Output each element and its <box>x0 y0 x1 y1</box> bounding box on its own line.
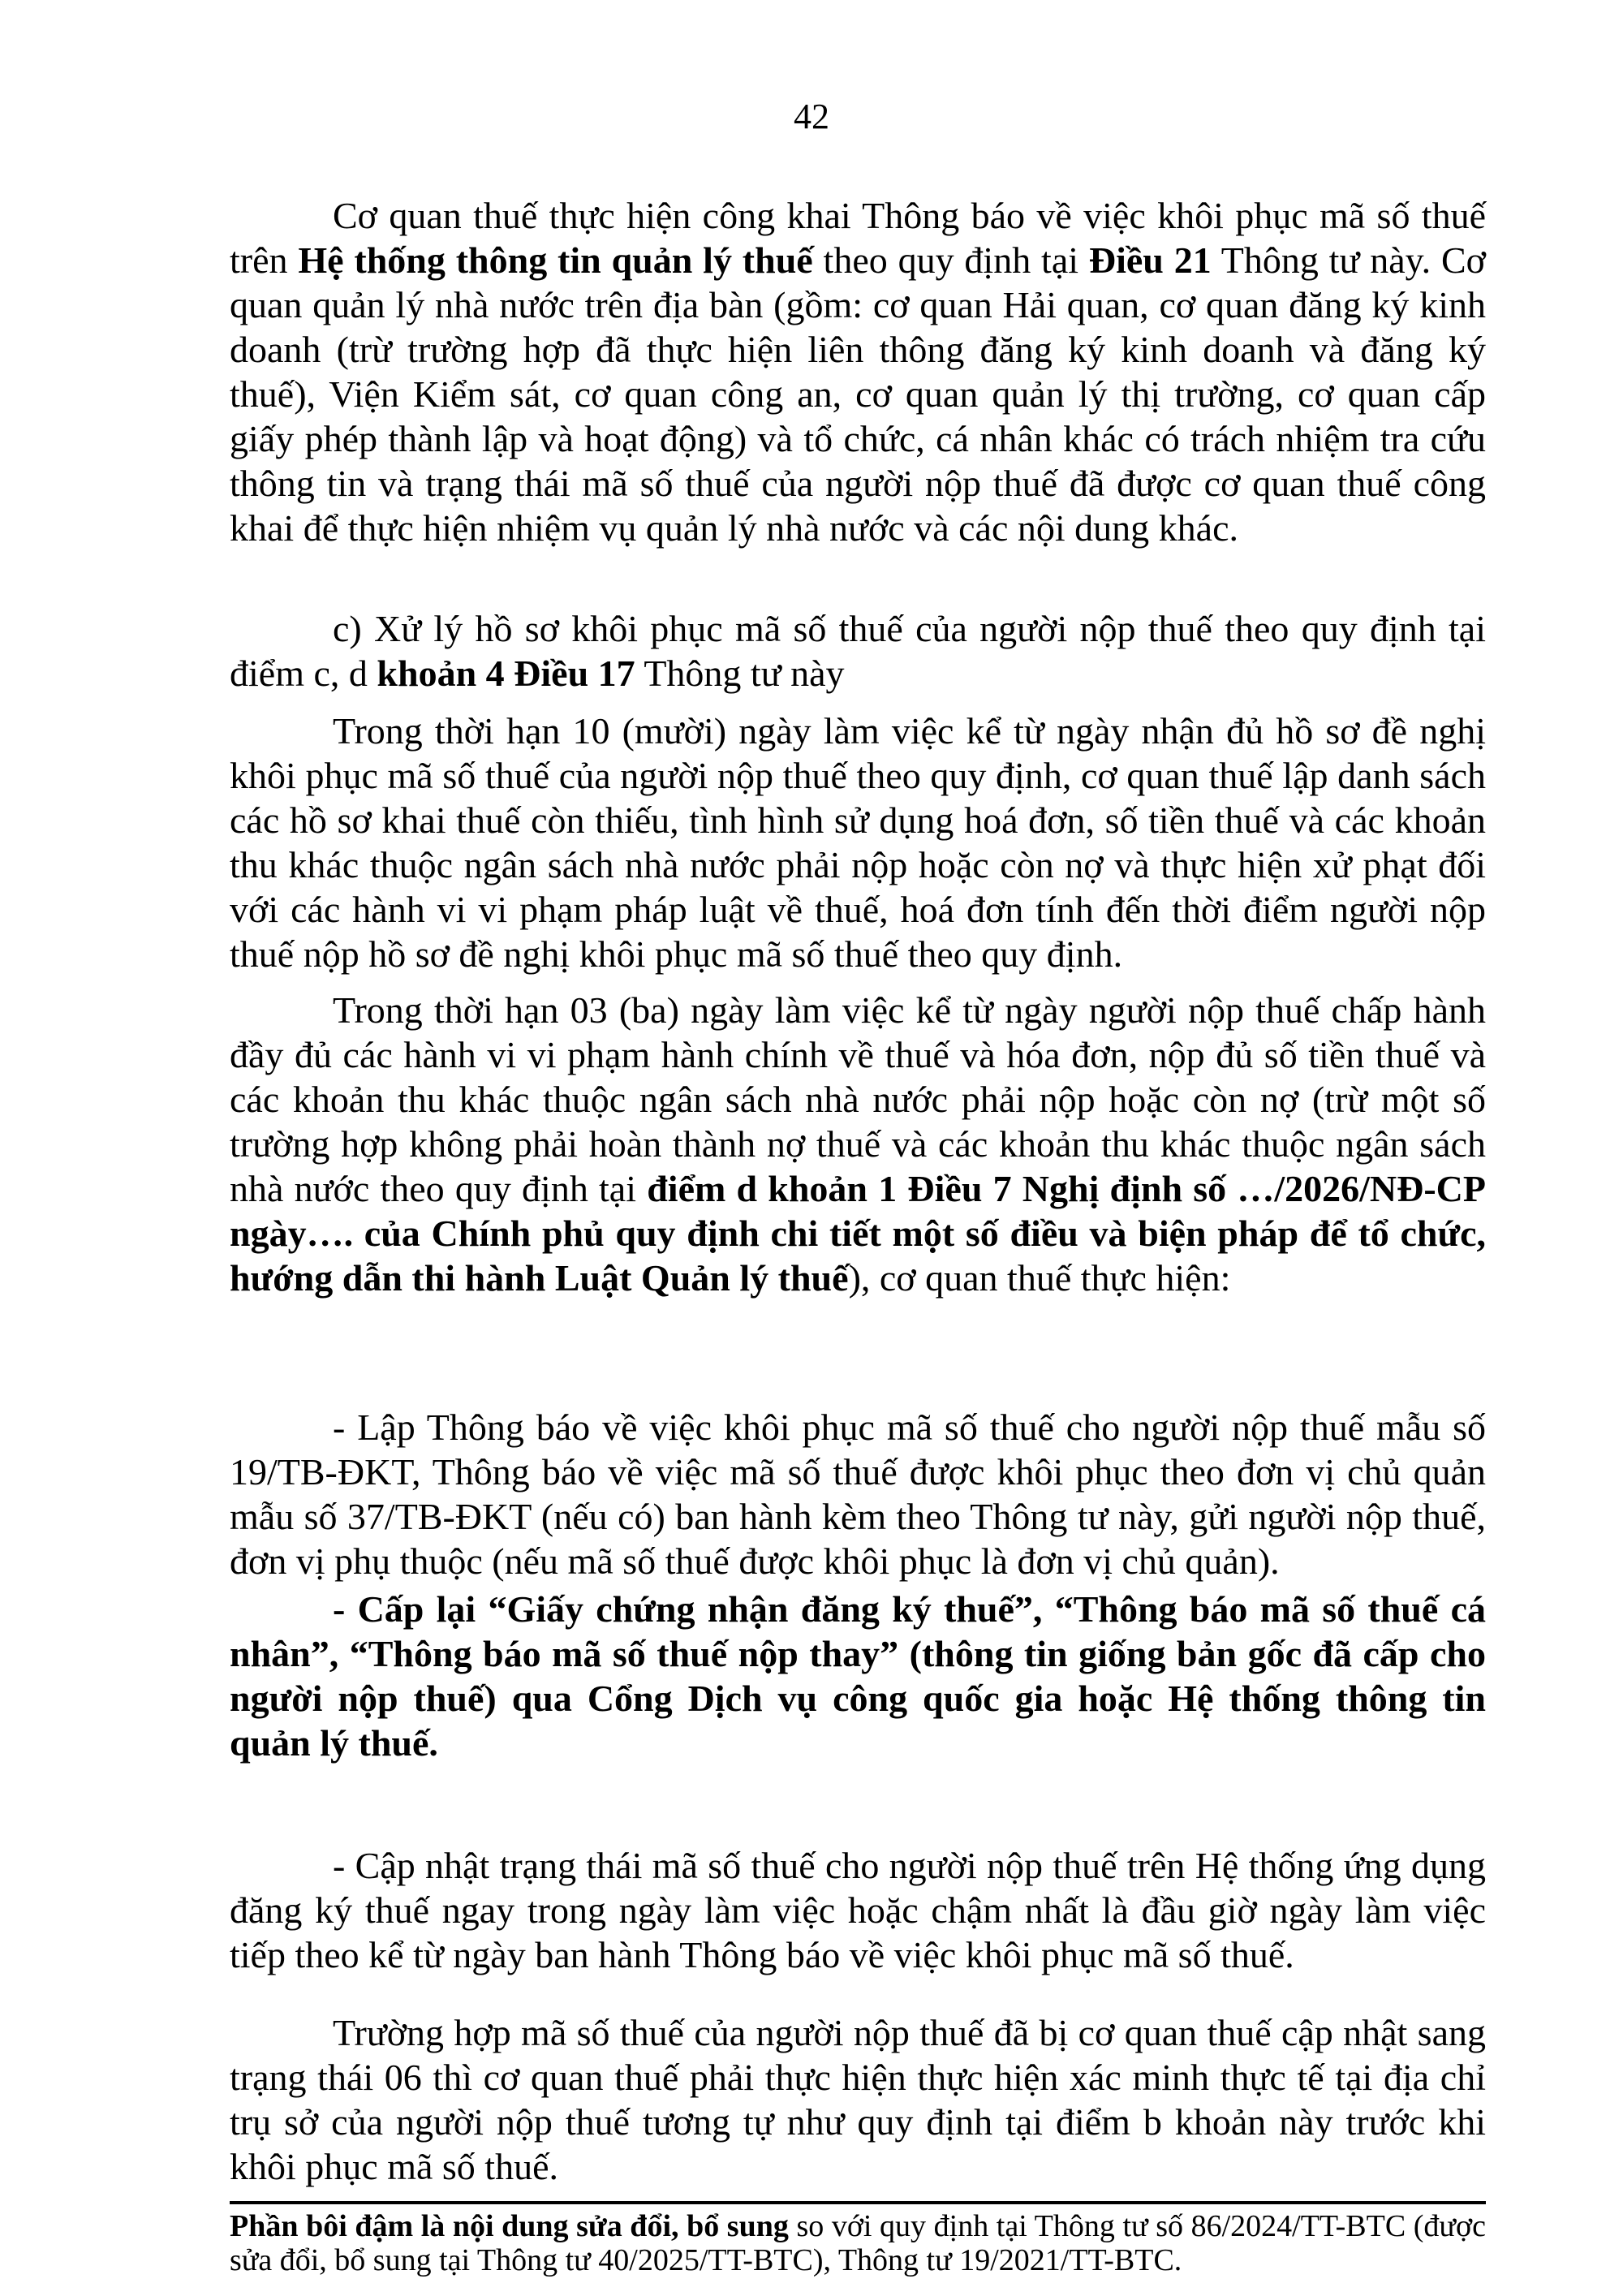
text-segment: c) Xử lý hồ sơ khôi phục mã số thuế của người nộp thuế theo quy định tại điểm c, d <box>230 608 1486 694</box>
page-number: 42 <box>794 97 829 136</box>
paragraph-section-c <box>230 606 1486 696</box>
text-segment: Trong thời hạn 03 (ba) ngày làm việc kể từ ngày người nộp thuế chấp hành đầy đủ các hành vi vi phạm hành chính về thuế và hóa đơn, nộp đủ số tiền thuế và các khoản thu khác thuộc ngân sách nhà nước phải nộp hoặc còn nợ (trừ một số trường hợp không phải hoàn thành nợ thuế và các khoản thu khác thuộc ngân sách nhà nước theo quy định tại <box>230 989 1486 1209</box>
text-segment: Cơ quan thuế thực hiện công khai Thông báo về việc khôi phục mã số thuế trên <box>230 195 1486 281</box>
text-segment: - Lập Thông báo về việc khôi phục mã số thuế cho người nộp thuế mẫu số 19/TB-ĐKT, Thông báo về việc mã số thuế được khôi phục theo đơn vị chủ quản mẫu số 37/TB-ĐKT (nếu có) ban hành kèm theo Thông tư này, gửi người nộp thuế, đơn vị phụ thuộc (nếu mã số thuế được khôi phục là đơn vị chủ quản). <box>230 1406 1486 1582</box>
text-segment: ), cơ quan thuế thực hiện: <box>848 1257 1231 1299</box>
paragraph-issue-notice <box>230 1405 1486 1583</box>
bold-text-segment: Phần bôi đậm là nội dung sửa đổi, bổ sung <box>230 2209 789 2243</box>
paragraph-reissue-certificate <box>230 1587 1486 1765</box>
bold-text-segment: - Cấp lại “Giấy chứng nhận đăng ký thuế”, “Thông báo mã số thuế cá nhân”, “Thông báo mã số thuế nộp thay” (thông tin giống bản gốc đã cấp cho người nộp thuế) qua Cổng Dịch vụ công quốc gia hoặc Hệ thống thông tin quản lý thuế. <box>230 1588 1486 1764</box>
paragraph-public-disclosure <box>230 193 1486 550</box>
text-segment: Thông tư này. Cơ quan quản lý nhà nước trên địa bàn (gồm: cơ quan Hải quan, cơ quan đăng ký kinh doanh (trừ trường hợp đã thực hiện liên thông đăng ký kinh doanh và đăng ký thuế), Viện Kiểm sát, cơ quan công an, cơ quan quản lý thị trường, cơ quan cấp giấy phép thành lập và hoạt động) và tổ chức, cá nhân khác có trách nhiệm tra cứu thông tin và trạng thái mã số thuế của người nộp thuế đã được cơ quan thuế công khai để thực hiện nhiệm vụ quản lý nhà nước và các nội dung khác. <box>230 239 1487 549</box>
bold-text-segment: khoản 4 Điều 17 <box>377 653 635 694</box>
text-segment: Thông tư này <box>635 653 845 694</box>
text-segment: so với quy định tại Thông tư số 86/2024/TT-BTC (được sửa đổi, bổ sung tại Thông tư 40/2025/TT-BTC), Thông tư 19/2021/TT-BTC. <box>230 2209 1486 2277</box>
text-segment: Trong thời hạn 10 (mười) ngày làm việc kể từ ngày nhận đủ hồ sơ đề nghị khôi phục mã số thuế của người nộp thuế theo quy định, cơ quan thuế lập danh sách các hồ sơ khai thuế còn thiếu, tình hình sử dụng hoá đơn, số tiền thuế và các khoản thu khác thuộc ngân sách nhà nước phải nộp hoặc còn nợ và thực hiện xử phạt đối với các hành vi vi phạm pháp luật về thuế, hoá đơn tính đến thời điểm người nộp thuế nộp hồ sơ đề nghị khôi phục mã số thuế theo quy định. <box>230 710 1486 975</box>
paragraph-update-status <box>230 1843 1486 1977</box>
text-segment: theo quy định tại <box>812 239 1089 281</box>
footnote-divider <box>230 2201 1486 2204</box>
bold-text-segment: Điều 21 <box>1088 239 1212 281</box>
text-segment: Trường hợp mã số thuế của người nộp thuế đã bị cơ quan thuế cập nhật sang trạng thái 06 thì cơ quan thuế phải thực hiện thực hiện xác minh thực tế tại địa chỉ trụ sở của người nộp thuế tương tự như quy định tại điểm b khoản này trước khi khôi phục mã số thuế. <box>230 2012 1486 2187</box>
footnote <box>230 2209 1486 2277</box>
text-segment: - Cập nhật trạng thái mã số thuế cho người nộp thuế trên Hệ thống ứng dụng đăng ký thuế ngay trong ngày làm việc hoặc chậm nhất là đầu giờ ngày làm việc tiếp theo kể từ ngày ban hành Thông báo về việc khôi phục mã số thuế. <box>230 1845 1486 1975</box>
paragraph-03-days <box>230 988 1486 1300</box>
bold-text-segment: Hệ thống thông tin quản lý thuế <box>298 239 813 281</box>
paragraph-status-06 <box>230 2010 1486 2189</box>
paragraph-10-days <box>230 709 1486 976</box>
bold-text-segment: điểm d khoản 1 Điều 7 Nghị định số …/2026/NĐ-CP ngày…. của Chính phủ quy định chi tiết một số điều và biện pháp để tổ chức, hướng dẫn thi hành Luật Quản lý thuế <box>230 1168 1486 1299</box>
